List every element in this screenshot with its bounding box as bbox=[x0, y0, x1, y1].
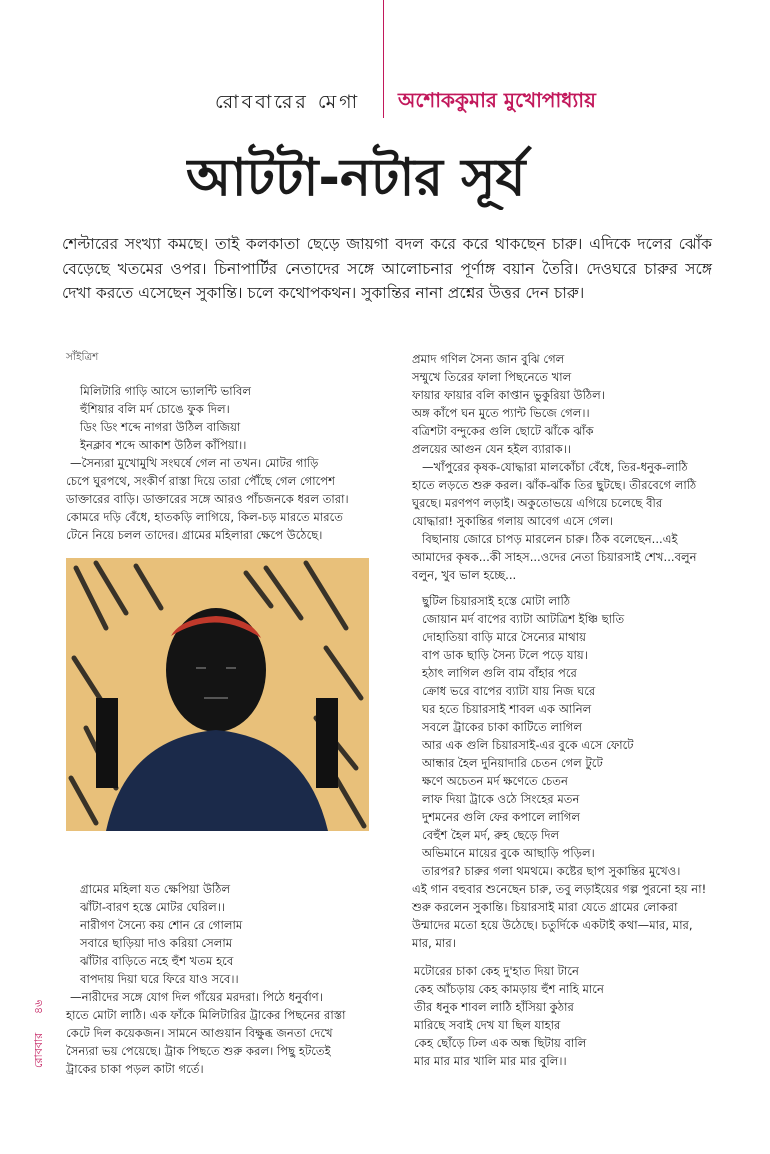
text-line: কেটে দিল কয়েকজন। সামনে আগুয়ান বিক্ষুব্ধ জনতা দেখে bbox=[66, 1026, 333, 1040]
text-line: ডাক্তারের বাড়ি। ডাক্তারের সঙ্গে আরও পাঁচজনকে ধরল তারা। bbox=[66, 492, 349, 506]
text-line: হাতে লড়তে শুরু করল। ঝাঁক-ঝাঁক তির ছুটছে। তীরবেগে লাঠি bbox=[412, 478, 697, 492]
woodcut-illustration bbox=[66, 558, 369, 831]
text-line: মার মার মার খালি মার মার বুলি।। bbox=[414, 1054, 567, 1068]
sidebar-brand: রোববার bbox=[32, 1032, 45, 1068]
text-line: বাপদায় দিয়া ঘরে ফিরে যাও সবে।। bbox=[80, 972, 239, 986]
text-line: সবারে ছাড়িয়া দাও করিয়া সেলাম bbox=[80, 936, 233, 950]
text-line: ছুটিল চিয়ারসাই হস্তে মোটা লাঠি bbox=[422, 594, 571, 608]
text-line: মার, মার। bbox=[412, 936, 456, 950]
text-line: কেহ ছোঁড়ে ঢিল এক অন্ধ ছিটায় বালি bbox=[414, 1036, 587, 1050]
text-line: সবলে ট্রাকের চাকা কাটিতে লাগিল bbox=[422, 720, 583, 734]
text-line: —সৈন্যরা মুখোমুখি সংঘর্ষে গেল না তখন। মোটর গাড়ি bbox=[70, 456, 319, 470]
text-line: বিছানায় জোরে চাপড় মারলেন চারু। ঠিক বলেছেন...এই bbox=[422, 532, 678, 546]
text-line: টেনে নিয়ে চলল তাদের। গ্রামের মহিলারা ক্ষেপে উঠেছে। bbox=[66, 528, 323, 542]
text-line: —খাঁপুরের কৃষক-যোদ্ধারা মালকোঁচা বেঁধে, তির-ধনুক-লাঠি bbox=[422, 460, 688, 474]
sidebar-art bbox=[28, 1000, 48, 1070]
text-line: জোয়ান মর্দ বাপের ব্যাটা আটত্রিশ ইঞ্চি ছাতি bbox=[422, 612, 625, 626]
text-line: বেহুঁশ হৈল মর্দ, রুহ ছেড়ে দিল bbox=[422, 828, 560, 842]
text-line: লাফ দিয়া ট্রাকে ওঠে সিংহের মতন bbox=[422, 792, 580, 806]
text-line: —নারীদের সঙ্গে যোগ দিল গাঁয়ের মরদরা। পিঠে ধনুর্বাণ। bbox=[70, 990, 323, 1004]
text-line: হাতে মোটা লাঠি। এক ফাঁকে মিলিটারির ট্রাকের পিছনের রাস্তা bbox=[66, 1008, 346, 1022]
right-column-2 bbox=[422, 592, 742, 862]
text-line: বাপ ডাক ছাড়ি সৈন্য টলে পড়ে যায়। bbox=[422, 648, 588, 662]
text-line: ঝাঁটা-বারণ হস্তে মোটর ঘেরিল।। bbox=[80, 900, 226, 914]
text-line: মিলিটারি গাড়ি আসে ভ্যালন্টি ভাবিল bbox=[80, 384, 252, 398]
text-line: প্রমাদ গণিল সৈন্য জান বুঝি গেল bbox=[412, 352, 565, 366]
text-line: মটোরের চাকা কেহ দু'হাত দিয়া টানে bbox=[414, 964, 579, 978]
text-line: ঘর হতে চিয়ারসাই শাবল এক আনিল bbox=[422, 702, 592, 716]
page-number: ৪৬ bbox=[32, 1000, 45, 1014]
series-name: রোববারের মেগা bbox=[215, 91, 361, 113]
left-column-top bbox=[66, 382, 380, 544]
text-line: আন্ধার হৈল দুনিয়াদারি চেতন গেল টুটে bbox=[422, 756, 603, 770]
text-line: দোহাতিয়া বাড়ি মারে সৈন্যের মাথায় bbox=[422, 630, 586, 644]
text-line: প্রলয়ের আগুন যেন হইল ব্যারাক।। bbox=[412, 442, 572, 456]
text-line: অঙ্গ কাঁপে ঘন মুতে প্যান্ট ভিজে গেল।। bbox=[412, 406, 590, 420]
text-line: ট্রাকের চাকা পড়ল কাটা গর্তে। bbox=[66, 1062, 204, 1076]
page-sidebar bbox=[28, 1000, 48, 1070]
text-line: যোদ্ধারা! সুকান্তির গলায় আবেগ এসে গেল। bbox=[412, 514, 614, 528]
text-line: উন্মাদের মতো হয়ে উঠেছে। চতুর্দিকে একটাই কথা—মার, মার, bbox=[412, 918, 693, 932]
text-line: সম্মুখে তিরের ফালা পিছনেতে খাল bbox=[412, 370, 572, 384]
section-label: সাঁইত্রিশ bbox=[66, 351, 99, 363]
text-line: সৈন্যরা ভয় পেয়েছে। ট্রাক পিছতে শুরু করল। পিছু হটতেই bbox=[66, 1044, 331, 1058]
text-line: এই গান বহুবার শুনেছেন চারু, তবু লড়াইয়ের গল্প পুরনো হয় না! bbox=[412, 882, 707, 896]
left-column-bottom bbox=[66, 880, 380, 1078]
text-line: তীর ধনুক শাবল লাঠি হাঁসিয়া কুঠার bbox=[414, 1000, 574, 1014]
text-line: ইনক্লাব শব্দে আকাশ উঠিল কাঁপিয়া।। bbox=[80, 438, 247, 452]
text-line: বত্রিশটা বন্দুকের গুলি ছোটে ঝাঁকে ঝাঁক bbox=[412, 424, 594, 438]
text-line: ঝাঁটার বাড়িতে নহে হুঁশ খতম হবে bbox=[80, 954, 234, 968]
text-line: ক্রোধ ভরে বাপের ব্যাটা যায় নিজ ঘরে bbox=[422, 684, 596, 698]
header-divider bbox=[383, 0, 384, 118]
story-title-text: আটটা-নটার সূর্য bbox=[186, 148, 526, 208]
text-line: অভিমানে মায়ের বুকে আছাড়ি পড়িল। bbox=[422, 846, 595, 860]
text-line: গ্রামের মহিলা যত ক্ষেপিয়া উঠিল bbox=[80, 882, 231, 896]
story-title bbox=[186, 140, 606, 210]
text-line: আমাদের কৃষক...কী সাহস...ওদের নেতা চিয়ারসাই শেখ...বলুন bbox=[412, 550, 697, 564]
text-line: দুশমনের গুলি ফের কপালে লাগিল bbox=[422, 810, 581, 824]
text-line: ঘুরছে। মরণপণ লড়াই। অকুতোভয়ে এগিয়ে চলেছে বীর bbox=[412, 496, 663, 510]
intro-paragraph: শেল্টারের সংখ্যা কমছে। তাই কলকাতা ছেড়ে জায়গা বদল করে করে থাকছেন চারু। এদিকে দলের ঝোঁক বেড়েছে খতমের ওপর। চিনাপার্টির নেতাদের সঙ্গে আলোচনার পূর্ণাঙ্গ বয়ান তৈরি। দেওঘরে চারুর সঙ্গে দেখা করতে এসেছেন সুকান্তি। চলে কথোপকথন। সুকান্তির নানা প্রশ্নের উত্তর দেন চারু। bbox=[62, 235, 712, 302]
right-column-4 bbox=[414, 962, 744, 1070]
text-line: হুঁশিয়ার বলি মর্দ চোঙে ফুক দিল। bbox=[80, 402, 230, 416]
text-line: কেহ আঁচড়ায় কেহ কামড়ায় হুঁশ নাহি মানে bbox=[414, 982, 604, 996]
right-column-1 bbox=[412, 350, 742, 584]
story-title-art bbox=[186, 140, 606, 210]
text-line: তারপর? চারুর গলা থমথমে। কষ্টের ছাপ সুকান্তির মুখেও। bbox=[422, 864, 681, 878]
text-line: কোমরে দড়ি বেঁধে, হাতকড়ি লাগিয়ে, কিল-চড় মারতে মারতে bbox=[66, 510, 343, 524]
text-line: ক্ষণে অচেতন মর্দ ক্ষণেতে চেতন bbox=[422, 774, 568, 788]
text-line: মারিছে সবাই দেখ যা ছিল যাহার bbox=[414, 1018, 561, 1032]
text-line: ডিং ডিং শব্দে নাগরা উঠিল বাজিয়া bbox=[80, 420, 241, 434]
text-line: হঠাৎ লাগিল গুলি বাম বাঁহার পরে bbox=[422, 666, 577, 680]
author-name: অশোককুমার মুখোপাধ্যায় bbox=[398, 88, 596, 112]
text-line: শুরু করলেন সুকান্তি। চিয়ারসাই মারা যেতে গ্রামের লোকরা bbox=[412, 900, 678, 914]
text-line: নারীগণ সৈন্যে কয় শোন রে গোলাম bbox=[80, 918, 243, 932]
text-line: আর এক গুলি চিয়ারসাই-এর বুকে এসে ফোটে bbox=[422, 738, 634, 752]
text-line: চেপে ঘুরপথে, সংকীর্ণ রাস্তা দিয়ে তারা পৌঁছে গেল গোপেশ bbox=[66, 474, 336, 488]
right-column-3 bbox=[412, 862, 742, 952]
text-line: বলুন, খুব ভাল হচ্ছে... bbox=[412, 568, 517, 582]
text-line: ফায়ার ফায়ার বলি কাপ্তান ভুকুরিয়া উঠিল। bbox=[412, 388, 605, 402]
